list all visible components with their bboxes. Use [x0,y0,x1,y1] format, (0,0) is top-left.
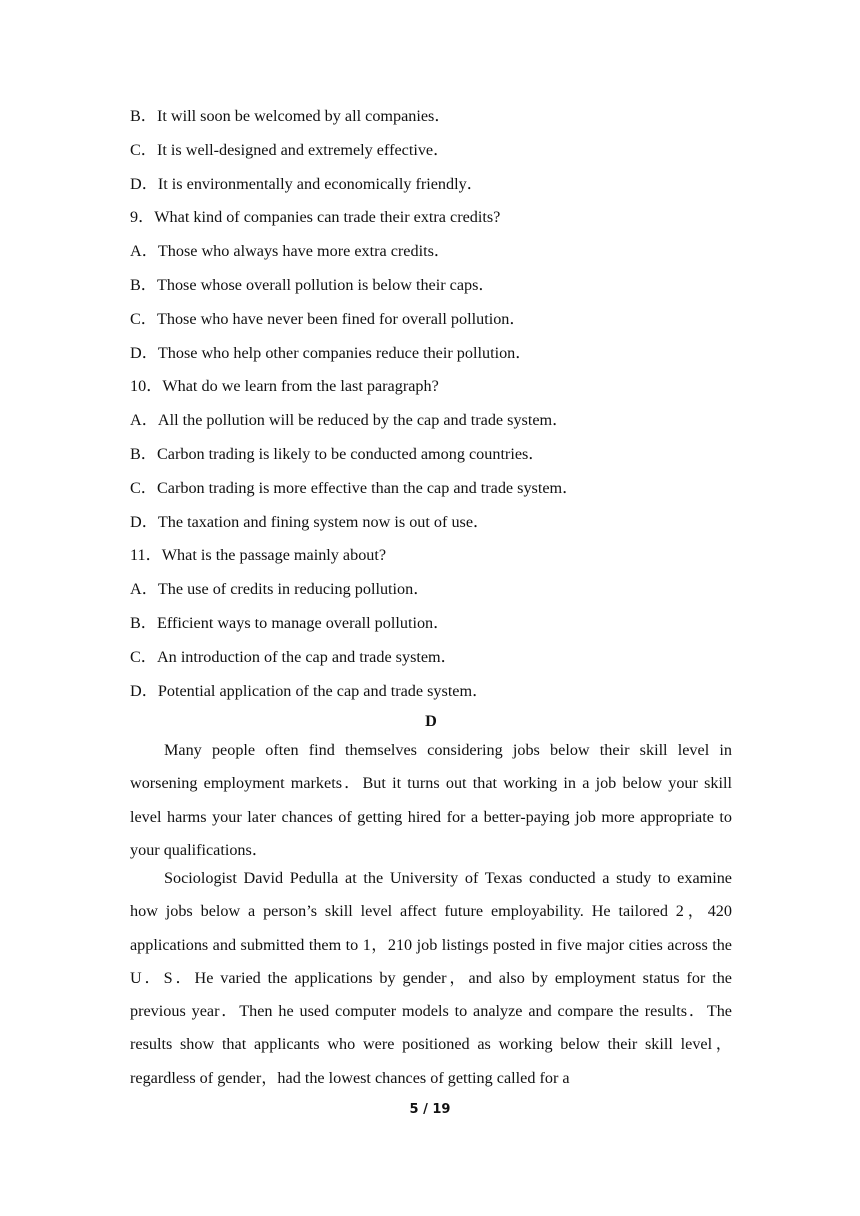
option-line: D．Those who help other companies reduce their pollution． [130,343,532,362]
question-line: 11．What is the passage mainly about? [130,546,387,565]
option-line: A．Those who always have more extra credits． [130,242,451,261]
passage-paragraph: Many people often find themselves considering jobs below their skill level in worsening employment markets．But it turns out that working in a job below your skill level harms your later chances of getting hired for a better-paying job more appropriate to your qualifications． [130,741,732,859]
option-line: D．The taxation and fining system now is out of use． [130,512,490,531]
option-line: D．Potential application of the cap and trade system． [130,681,489,700]
question-line: 10．What do we learn from the last paragraph? [130,377,439,396]
option-line: B．Carbon trading is likely to be conducted among countries． [130,444,545,463]
page-number: 5 / 19 [409,1102,451,1117]
option-line: A．The use of credits in reducing pollution． [130,580,430,599]
option-line: C．An introduction of the cap and trade system． [130,647,457,666]
option-line: C．Those who have never been fined for overall pollution． [130,309,526,328]
option-line: C．It is well-designed and extremely effective． [130,140,450,159]
option-line: C．Carbon trading is more effective than the cap and trade system． [130,478,579,497]
question-options-list [130,103,732,711]
option-line: D．It is environmentally and economically friendly． [130,174,483,193]
section-heading: D [425,712,437,730]
option-line: A．All the pollution will be reduced by the cap and trade system． [130,411,569,430]
passage-paragraph: Sociologist David Pedulla at the University of Texas conducted a study to examine how jobs below a person’s skill level affect future employability. He tailored 2，420 applications and submitted them to 1，210 job listings posted in five major cities across the U．S．He varied the applications by gender，and also by employment status for the previous year．Then he used computer models to analyze and compare the results．The results show that applicants who were positioned as working below their skill level，regardless of gender，had the lowest chances of getting called for a [130,869,732,1087]
option-line: B．Efficient ways to manage overall pollution． [130,613,450,632]
option-line: B．Those whose overall pollution is below their caps． [130,275,495,294]
option-line: B．It will soon be welcomed by all companies． [130,107,451,125]
question-line: 9．What kind of companies can trade their extra credits? [130,208,501,227]
